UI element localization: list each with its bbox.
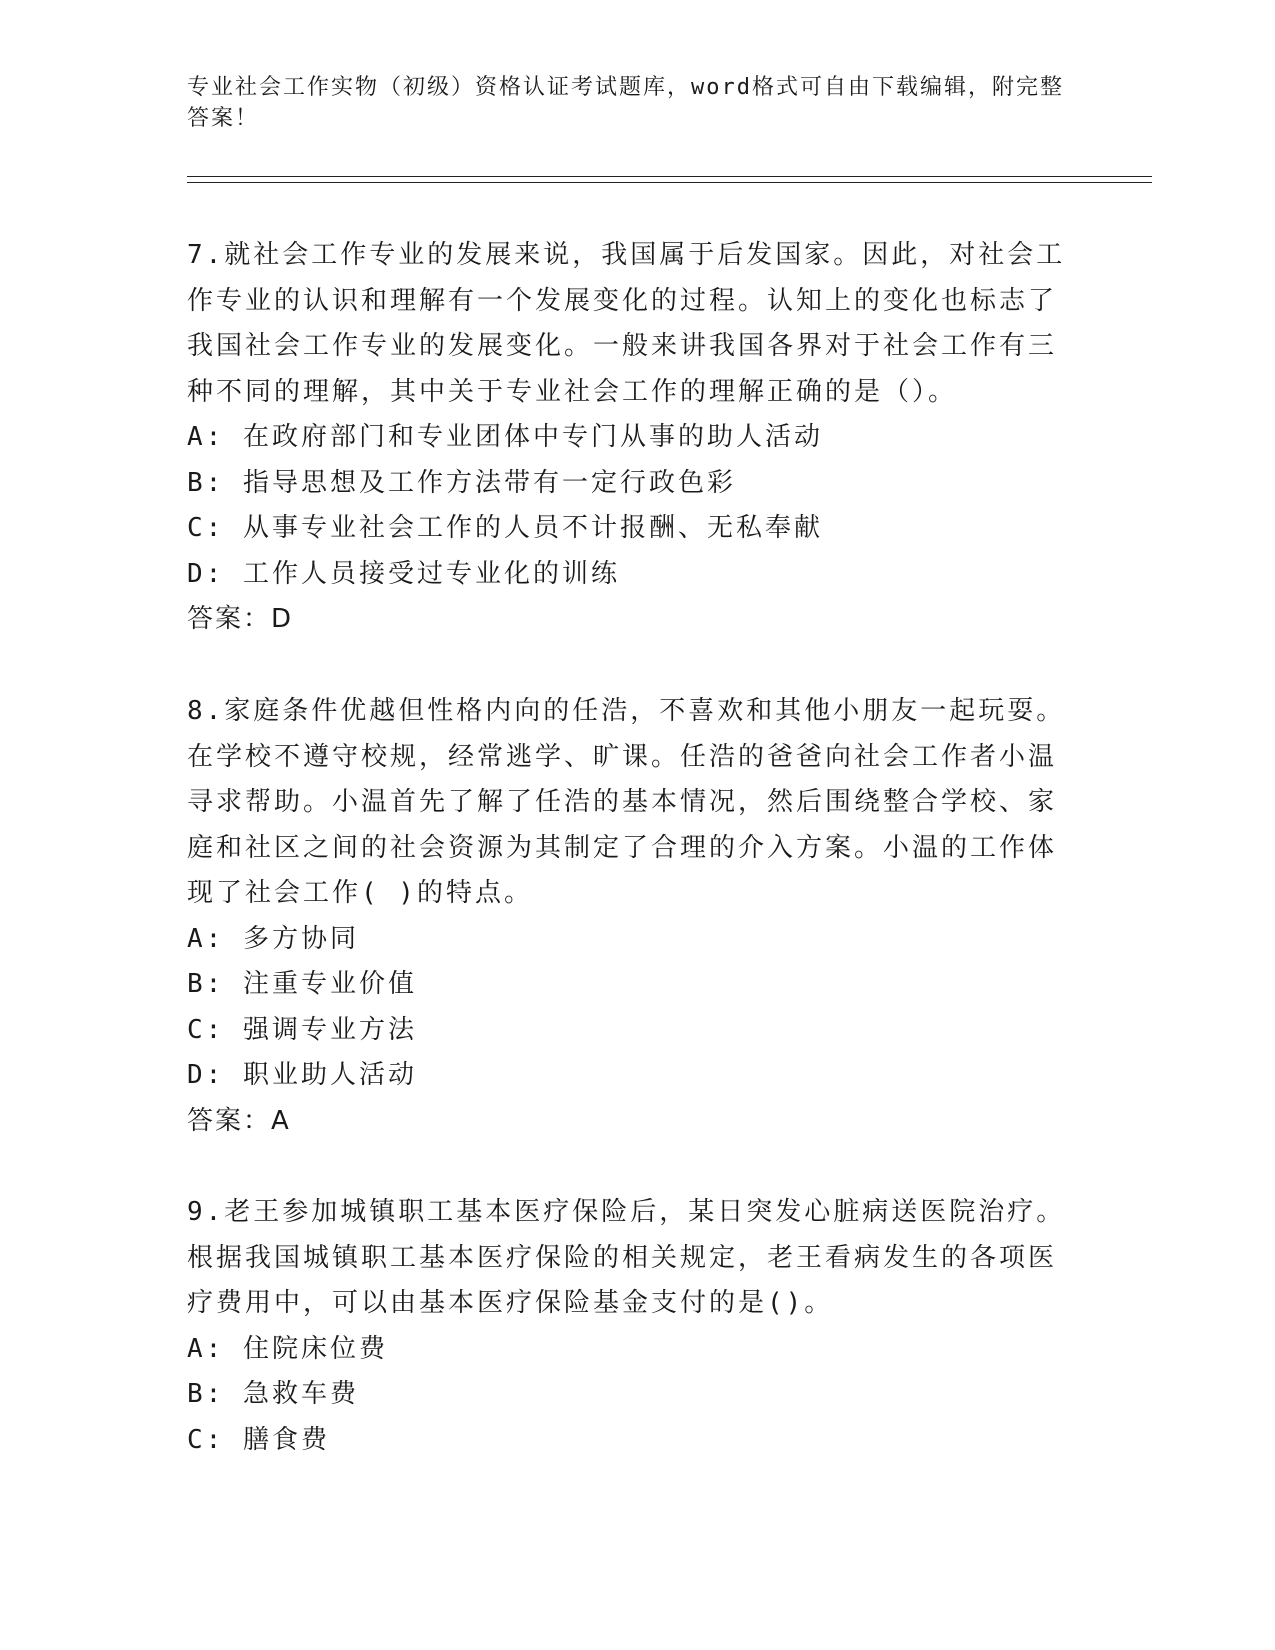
- header-divider-bottom: [187, 182, 1152, 183]
- question-stem: 9.老王参加城镇职工基本医疗保险后，某日突发心脏病送医院治疗。根据我国城镇职工基本医疗保险的相关规定，老王看病发生的各项医疗费用中，可以由基本医疗保险基金支付的是()。: [187, 1197, 1066, 1318]
- question-7: [187, 233, 1067, 642]
- document-header: 专业社会工作实物（初级）资格认证考试题库，word格式可自由下载编辑，附完整答案！: [187, 75, 1064, 131]
- option-d: D: 工作人员接受过专业化的训练: [187, 558, 620, 589]
- question-stem: 8.家庭条件优越但性格内向的任浩，不喜欢和其他小朋友一起玩耍。在学校不遵守校规，经常逃学、旷课。任浩的爸爸向社会工作者小温寻求帮助。小温首先了解了任浩的基本情况，然后围绕整合学校、家庭和社区之间的社会资源为其制定了合理的介入方案。小温的工作体现了社会工作( )的特点。: [187, 696, 1066, 908]
- option-c: C: 从事专业社会工作的人员不计报酬、无私奉献: [187, 513, 823, 543]
- option-a: A: 多方协同: [187, 923, 359, 954]
- option-a: A: 住院床位费: [187, 1333, 388, 1364]
- option-d: D: 职业助人活动: [187, 1060, 417, 1090]
- answer: 答案：D: [187, 604, 294, 634]
- option-c: C: 强调专业方法: [187, 1014, 417, 1045]
- question-8: [187, 689, 1067, 1144]
- answer: 答案：A: [187, 1105, 291, 1136]
- question-9: [187, 1190, 1067, 1463]
- header-divider-top: [187, 176, 1152, 177]
- option-c: C: 膳食费: [187, 1424, 330, 1455]
- option-b: B: 注重专业价值: [187, 969, 417, 999]
- option-b: B: 急救车费: [187, 1379, 359, 1409]
- option-b: B: 指导思想及工作方法带有一定行政色彩: [187, 467, 736, 498]
- option-a: A: 在政府部门和专业团体中专门从事的助人活动: [187, 422, 823, 452]
- question-stem: 7.就社会工作专业的发展来说，我国属于后发国家。因此，对社会工作专业的认识和理解有一个发展变化的过程。认知上的变化也标志了我国社会工作专业的发展变化。一般来讲我国各界对于社会工作有三种不同的理解，其中关于专业社会工作的理解正确的是（）。: [187, 240, 1066, 407]
